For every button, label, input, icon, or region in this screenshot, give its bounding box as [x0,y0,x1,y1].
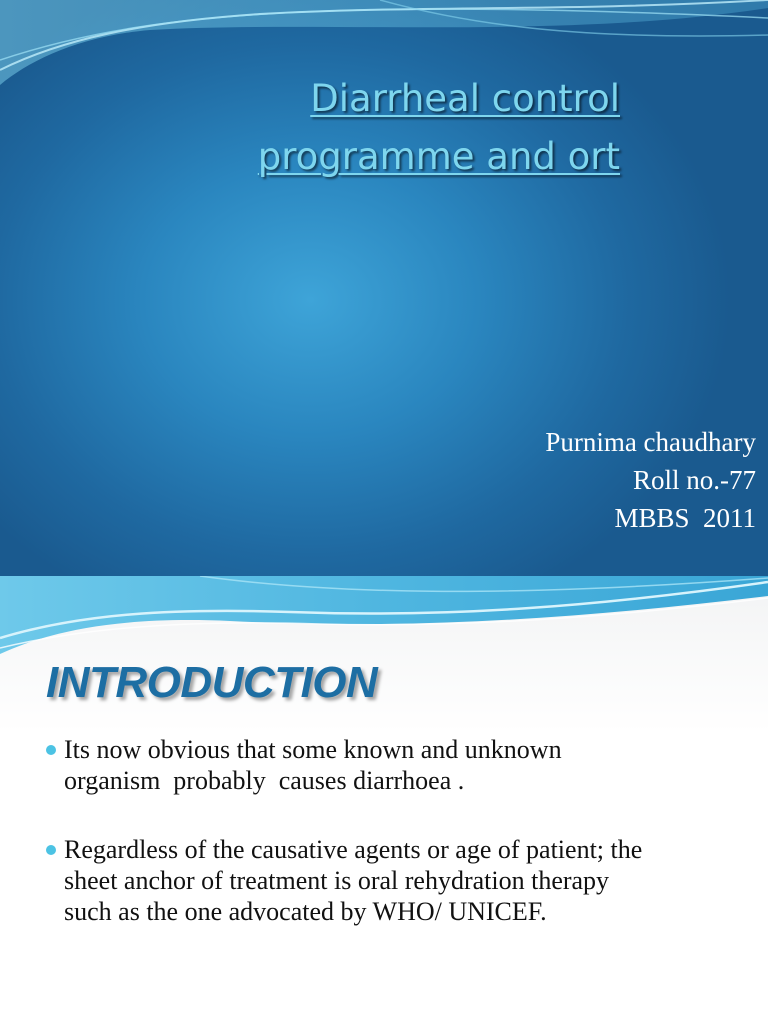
bullet-dot-icon [46,745,56,755]
bullet-line: organism probably causes diarrhoea . [64,766,465,795]
slide-title-line: programme and ort [257,135,620,178]
bullet-line: such as the one advocated by WHO/ UNICEF. [64,897,547,926]
author-info [545,423,756,537]
bullet-line: sheet anchor of treatment is oral rehydration therapy [64,866,610,895]
course-year: MBBS 2011 [614,503,756,533]
slide-title-line: Diarrheal control [310,77,620,120]
bullet-line: Its now obvious that some known and unknown [64,735,562,764]
wave-decoration [0,576,768,666]
slide-title [150,70,620,186]
bullet-dot-icon [46,845,56,855]
list-item [46,834,736,927]
author-name: Purnima chaudhary [545,427,756,457]
introduction-slide [0,576,768,1024]
bullet-line: Regardless of the causative agents or age of patient; the [64,835,643,864]
list-item [46,734,736,796]
roll-number: Roll no.-77 [632,465,756,495]
slide-heading: INTRODUCTION [46,658,378,707]
bullet-list [46,734,736,927]
